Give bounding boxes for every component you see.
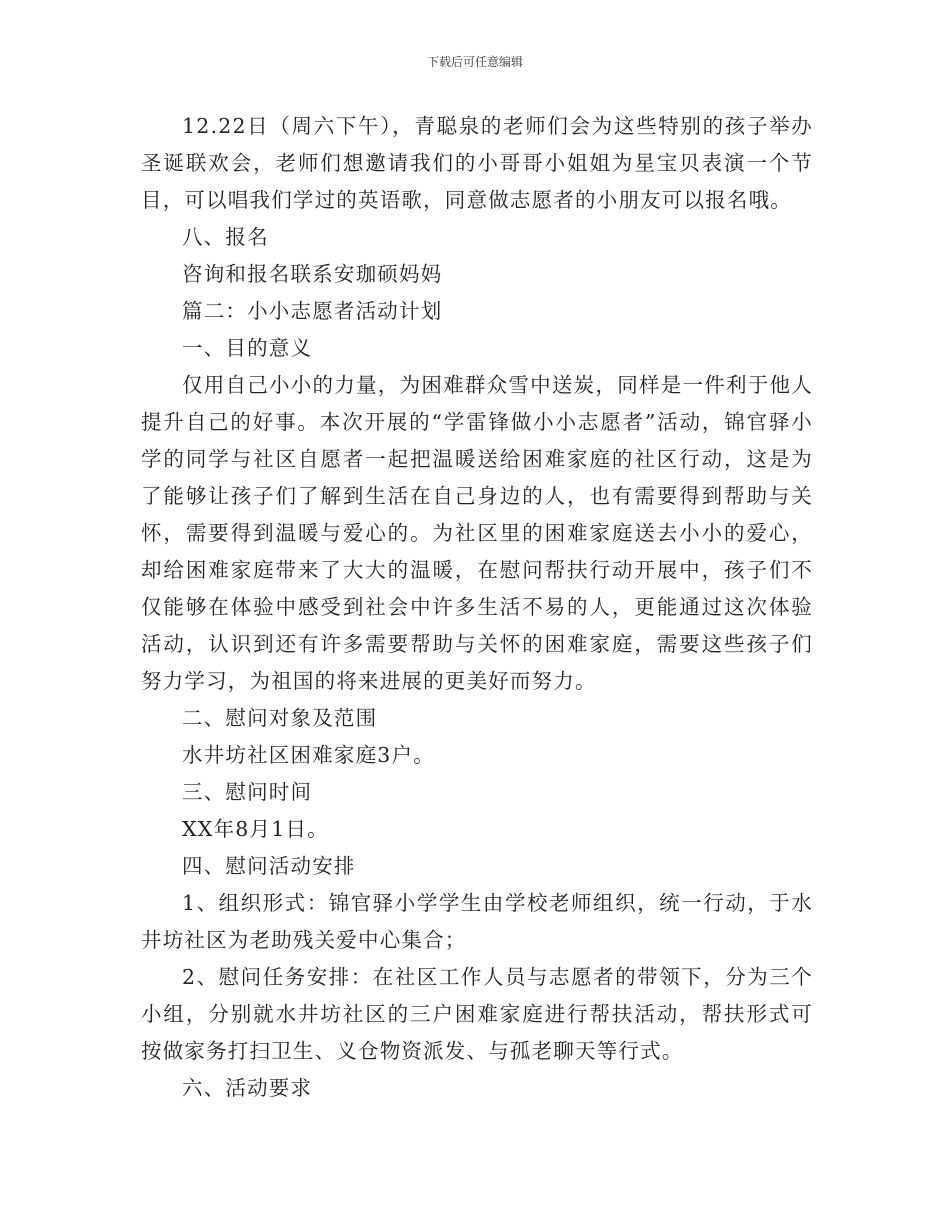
paragraph-registration-contact: 咨询和报名联系安珈硕妈妈 bbox=[182, 262, 443, 286]
heading-registration: 八、报名 bbox=[182, 225, 269, 249]
paragraph-task-arrangement: 2、慰问任务安排：在社区工作人员与志愿者的带领下，分为三个小组，分别就水井坊社区的三户困难家庭进行帮扶活动，帮扶形式可按做家务打扫卫生、义仓物资派发、与孤老聊天等行式。 bbox=[141, 965, 813, 1063]
page-header-note: 下载后可任意编辑 bbox=[426, 55, 523, 69]
heading-visit-targets: 二、慰问对象及范围 bbox=[182, 706, 378, 730]
paragraph-visit-targets: 水井坊社区困难家庭3户。 bbox=[182, 743, 435, 767]
paragraph-purpose-body: 仅用自己小小的力量，为困难群众雪中送炭，同样是一件利于他人提升自己的好事。本次开展的“学雷锋做小小志愿者”活动，锦官驿小学的同学与社区自愿者一起把温暖送给困难家庭的社区行动，这是为了能够让孩子们了解到生活在自己身边的人，也有需要得到帮助与关怀，需要得到温暖与爱心的。为社区里的困难家庭送去小小的爱心，却给困难家庭带来了大大的温暖，在慰问帮扶行动开展中，孩子们不仅能够在体验中感受到社会中许多生活不易的人，更能通过这次体验活动，认识到还有许多需要帮助与关怀的困难家庭，需要这些孩子们努力学习，为祖国的将来进展的更美好而努力。 bbox=[141, 373, 813, 693]
paragraph-christmas-party: 12.22日（周六下午），青聪泉的老师们会为这些特别的孩子举办圣诞联欢会，老师们想邀请我们的小哥哥小姐姐为星宝贝表演一个节目，可以唱我们学过的英语歌，同意做志愿者的小朋友可以报名哦。 bbox=[141, 114, 813, 212]
heading-purpose: 一、目的意义 bbox=[182, 336, 313, 360]
heading-activity-requirements: 六、活动要求 bbox=[182, 1076, 313, 1100]
heading-activity-arrangement: 四、慰问活动安排 bbox=[182, 854, 356, 878]
heading-visit-time: 三、慰问时间 bbox=[182, 780, 313, 804]
heading-part-two-title: 篇二：小小志愿者活动计划 bbox=[182, 299, 443, 323]
paragraph-visit-time: XX年8月1日。 bbox=[182, 817, 329, 841]
paragraph-organization-form: 1、组织形式：锦官驿小学学生由学校老师组织，统一行动，于水井坊社区为老助残关爱中心集合； bbox=[141, 891, 813, 952]
document-body bbox=[141, 108, 813, 1107]
